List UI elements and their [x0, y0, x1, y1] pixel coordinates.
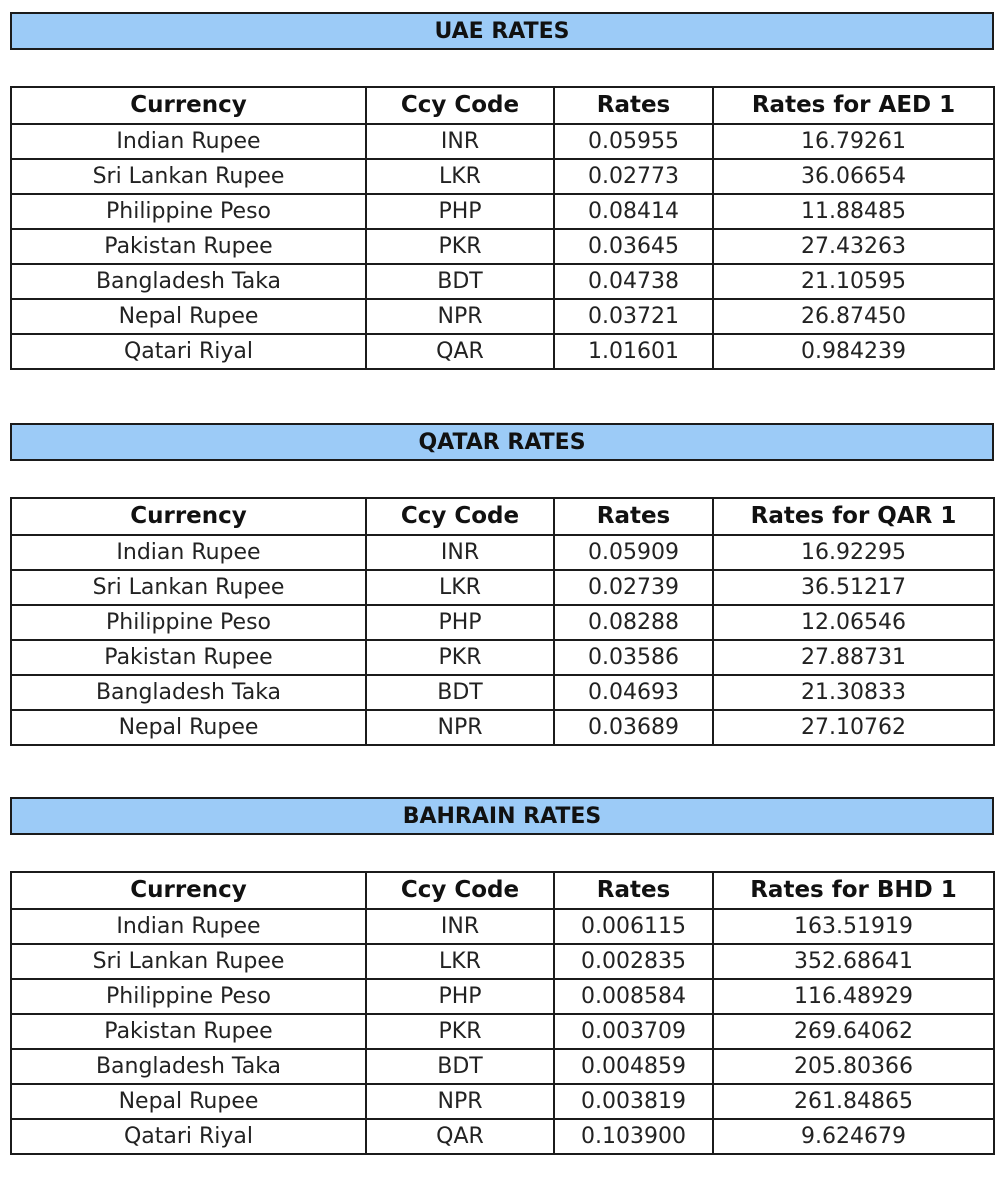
uae-rates-table: [10, 86, 995, 370]
cell-rate: 0.04693: [554, 675, 713, 710]
column-header-ccy-code: Ccy Code: [366, 87, 554, 124]
cell-currency: Philippine Peso: [11, 979, 366, 1014]
bahrain-rates-table: [10, 871, 995, 1155]
table-row: [11, 229, 994, 264]
table-row: [11, 334, 994, 369]
cell-ccy-code: PKR: [366, 1014, 554, 1049]
cell-rate: 0.05955: [554, 124, 713, 159]
table-row: [11, 570, 994, 605]
cell-ccy-code: BDT: [366, 264, 554, 299]
cell-rate: 0.002835: [554, 944, 713, 979]
column-header-rate-for-one: Rates for AED 1: [713, 87, 994, 124]
cell-ccy-code: PKR: [366, 640, 554, 675]
cell-rate: 0.03721: [554, 299, 713, 334]
table-row: [11, 1119, 994, 1154]
cell-rate-for-one: 21.10595: [713, 264, 994, 299]
cell-currency: Philippine Peso: [11, 605, 366, 640]
column-header-ccy-code: Ccy Code: [366, 498, 554, 535]
cell-rate: 0.003709: [554, 1014, 713, 1049]
cell-rate: 0.008584: [554, 979, 713, 1014]
table-row: [11, 640, 994, 675]
cell-currency: Indian Rupee: [11, 909, 366, 944]
cell-currency: Bangladesh Taka: [11, 264, 366, 299]
table-row: [11, 159, 994, 194]
cell-rate-for-one: 36.06654: [713, 159, 994, 194]
cell-ccy-code: LKR: [366, 570, 554, 605]
column-header-rate-for-one: Rates for QAR 1: [713, 498, 994, 535]
cell-ccy-code: BDT: [366, 1049, 554, 1084]
cell-rate: 0.004859: [554, 1049, 713, 1084]
cell-rate: 0.08288: [554, 605, 713, 640]
cell-currency: Indian Rupee: [11, 535, 366, 570]
table-row: [11, 299, 994, 334]
cell-ccy-code: INR: [366, 124, 554, 159]
cell-rate-for-one: 21.30833: [713, 675, 994, 710]
cell-ccy-code: NPR: [366, 299, 554, 334]
cell-ccy-code: NPR: [366, 1084, 554, 1119]
cell-ccy-code: QAR: [366, 334, 554, 369]
cell-rate-for-one: 0.984239: [713, 334, 994, 369]
cell-rate-for-one: 9.624679: [713, 1119, 994, 1154]
table-row: [11, 1049, 994, 1084]
column-header-currency: Currency: [11, 872, 366, 909]
cell-ccy-code: INR: [366, 909, 554, 944]
cell-rate: 0.103900: [554, 1119, 713, 1154]
cell-rate: 0.02773: [554, 159, 713, 194]
table-row: [11, 710, 994, 745]
table-row: [11, 909, 994, 944]
table-header-row: [11, 872, 994, 909]
table-row: [11, 124, 994, 159]
cell-rate: 0.08414: [554, 194, 713, 229]
table-row: [11, 979, 994, 1014]
table-row: [11, 194, 994, 229]
cell-ccy-code: PHP: [366, 194, 554, 229]
cell-currency: Pakistan Rupee: [11, 1014, 366, 1049]
cell-rate: 1.01601: [554, 334, 713, 369]
cell-currency: Pakistan Rupee: [11, 640, 366, 675]
cell-rate-for-one: 16.79261: [713, 124, 994, 159]
cell-currency: Bangladesh Taka: [11, 1049, 366, 1084]
table-row: [11, 944, 994, 979]
cell-currency: Nepal Rupee: [11, 710, 366, 745]
cell-ccy-code: LKR: [366, 159, 554, 194]
column-header-currency: Currency: [11, 498, 366, 535]
column-header-currency: Currency: [11, 87, 366, 124]
cell-rate-for-one: 116.48929: [713, 979, 994, 1014]
cell-rate: 0.02739: [554, 570, 713, 605]
column-header-rate-for-one: Rates for BHD 1: [713, 872, 994, 909]
cell-ccy-code: NPR: [366, 710, 554, 745]
cell-rate: 0.006115: [554, 909, 713, 944]
cell-rate: 0.04738: [554, 264, 713, 299]
table-header-row: [11, 498, 994, 535]
cell-rate-for-one: 163.51919: [713, 909, 994, 944]
table-header-row: [11, 87, 994, 124]
column-header-rate: Rates: [554, 498, 713, 535]
cell-ccy-code: LKR: [366, 944, 554, 979]
cell-rate: 0.03645: [554, 229, 713, 264]
cell-currency: Philippine Peso: [11, 194, 366, 229]
cell-ccy-code: BDT: [366, 675, 554, 710]
cell-ccy-code: PHP: [366, 979, 554, 1014]
cell-rate: 0.03689: [554, 710, 713, 745]
cell-rate: 0.003819: [554, 1084, 713, 1119]
cell-rate-for-one: 27.88731: [713, 640, 994, 675]
cell-rate: 0.03586: [554, 640, 713, 675]
qatar-rates-table: [10, 497, 995, 746]
cell-currency: Sri Lankan Rupee: [11, 159, 366, 194]
cell-ccy-code: PKR: [366, 229, 554, 264]
table-row: [11, 1084, 994, 1119]
cell-currency: Bangladesh Taka: [11, 675, 366, 710]
cell-rate-for-one: 205.80366: [713, 1049, 994, 1084]
cell-currency: Pakistan Rupee: [11, 229, 366, 264]
column-header-rate: Rates: [554, 87, 713, 124]
cell-rate-for-one: 12.06546: [713, 605, 994, 640]
column-header-ccy-code: Ccy Code: [366, 872, 554, 909]
cell-rate-for-one: 352.68641: [713, 944, 994, 979]
cell-currency: Sri Lankan Rupee: [11, 944, 366, 979]
table-row: [11, 535, 994, 570]
uae-rates-banner: UAE RATES: [10, 12, 994, 50]
cell-currency: Indian Rupee: [11, 124, 366, 159]
qatar-rates-banner: QATAR RATES: [10, 423, 994, 461]
bahrain-rates-banner: BAHRAIN RATES: [10, 797, 994, 835]
table-row: [11, 605, 994, 640]
cell-rate-for-one: 269.64062: [713, 1014, 994, 1049]
column-header-rate: Rates: [554, 872, 713, 909]
cell-ccy-code: PHP: [366, 605, 554, 640]
table-row: [11, 264, 994, 299]
table-row: [11, 675, 994, 710]
cell-rate-for-one: 36.51217: [713, 570, 994, 605]
cell-rate-for-one: 11.88485: [713, 194, 994, 229]
cell-currency: Nepal Rupee: [11, 299, 366, 334]
cell-currency: Nepal Rupee: [11, 1084, 366, 1119]
cell-rate-for-one: 16.92295: [713, 535, 994, 570]
cell-currency: Qatari Riyal: [11, 334, 366, 369]
cell-rate-for-one: 27.43263: [713, 229, 994, 264]
cell-rate-for-one: 26.87450: [713, 299, 994, 334]
table-row: [11, 1014, 994, 1049]
cell-rate-for-one: 27.10762: [713, 710, 994, 745]
cell-currency: Qatari Riyal: [11, 1119, 366, 1154]
cell-ccy-code: INR: [366, 535, 554, 570]
cell-currency: Sri Lankan Rupee: [11, 570, 366, 605]
cell-rate: 0.05909: [554, 535, 713, 570]
cell-ccy-code: QAR: [366, 1119, 554, 1154]
cell-rate-for-one: 261.84865: [713, 1084, 994, 1119]
